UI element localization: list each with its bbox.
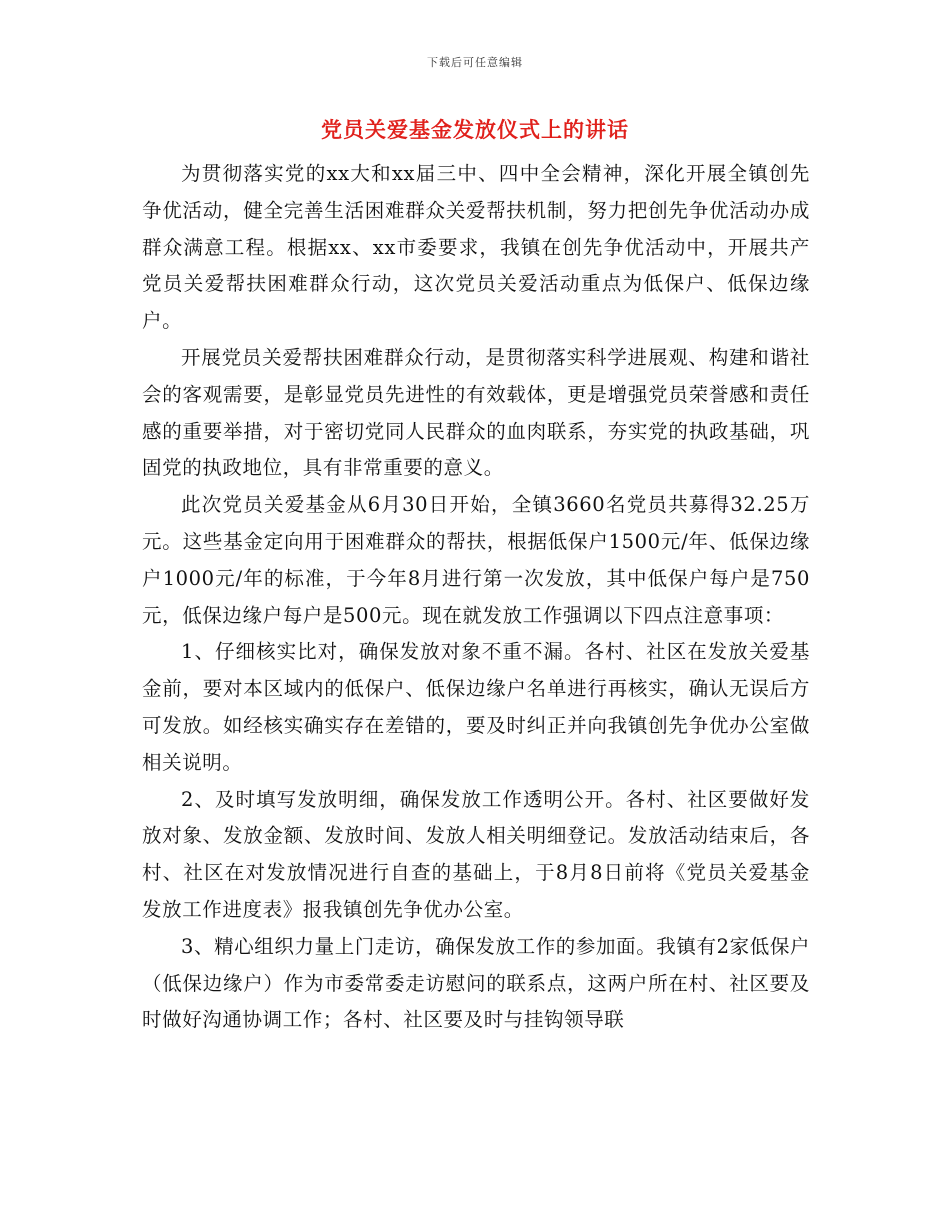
paragraph-2: 开展党员关爱帮扶困难群众行动，是贯彻落实科学进展观、构建和谐社会的客观需要，是彰显党员先进性的有效载体，更是增强党员荣誉感和责任感的重要举措，对于密切党同人民群众的血肉联系，夯实党的执政基础，巩固党的执政地位，具有非常重要的意义。 xyxy=(142,345,810,480)
paragraph-4: 1、仔细核实比对，确保发放对象不重不漏。各村、社区在发放关爱基金前，要对本区域内的低保户、低保边缘户名单进行再核实，确认无误后方可发放。如经核实确实存在差错的，要及时纠正并向我镇创先争优办公室做相关说明。 xyxy=(142,640,810,774)
paragraph-5: 2、及时填写发放明细，确保发放工作透明公开。各村、社区要做好发放对象、发放金额、发放时间、发放人相关明细登记。发放活动结束后，各村、社区在对发放情况进行自查的基础上，于8月8日前将《党员关爱基金发放工作进度表》报我镇创先争优办公室。 xyxy=(142,787,810,921)
paragraph-1: 为贯彻落实党的xx大和xx届三中、四中全会精神，深化开展全镇创先争优活动，健全完善生活困难群众关爱帮扶机制，努力把创先争优活动办成群众满意工程。根据xx、xx市委要求，我镇在创先争优活动中，开展共产党员关爱帮扶困难群众行动，这次党员关爱活动重点为低保户、低保边缘户。 xyxy=(142,162,810,333)
paragraph-3: 此次党员关爱基金从6月30日开始，全镇3660名党员共募得32.25万元。这些基金定向用于困难群众的帮扶，根据低保户1500元/年、低保边缘户1000元/年的标准，于今年8月进行第一次发放，其中低保户每户是750元，低保边缘户每户是500元。现在就发放工作强调以下四点注意事项： xyxy=(142,493,810,627)
paragraph-6: 3、精心组织力量上门走访，确保发放工作的参加面。我镇有2家低保户（低保边缘户）作为市委常委走访慰问的联系点，这两户所在村、社区要及时做好沟通协调工作；各村、社区要及时与挂钩领导联 xyxy=(142,934,811,1032)
document-title: 党员关爱基金发放仪式上的讲话 xyxy=(321,118,629,142)
document-body xyxy=(142,156,810,1039)
header-note: 下载后可任意编辑 xyxy=(427,56,523,69)
